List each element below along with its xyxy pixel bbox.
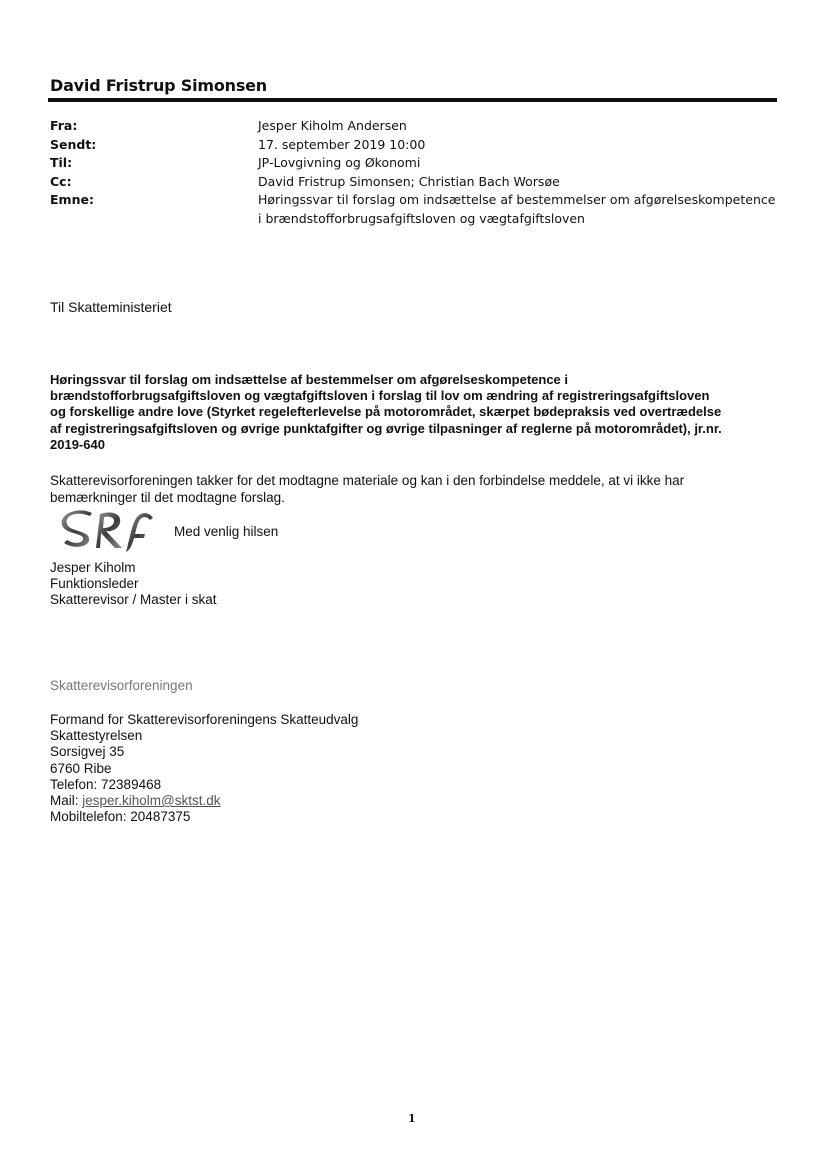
letter-closing: Med venlig hilsen bbox=[174, 524, 279, 539]
header-value: JP-Lovgivning og Økonomi bbox=[258, 155, 421, 170]
organization-name: Skatterevisorforeningen bbox=[50, 678, 193, 693]
subject-line: brændstofforbrugsafgiftsloven og vægtafgiftsloven i forslag til lov om ændring af registreringsafgiftsloven bbox=[50, 388, 710, 404]
header-label: Til: bbox=[50, 155, 73, 170]
header-value: 17. september 2019 10:00 bbox=[258, 136, 426, 152]
contact-line: Skattestyrelsen bbox=[50, 728, 143, 744]
header-row-from bbox=[50, 117, 778, 136]
srf-logo bbox=[60, 508, 156, 554]
header-label: Emne: bbox=[50, 192, 94, 207]
contact-mail-row bbox=[50, 793, 358, 809]
contact-phone: Telefon: 72389468 bbox=[50, 776, 162, 792]
letter-body bbox=[50, 473, 750, 507]
header-label: Cc: bbox=[50, 173, 72, 189]
contact-mobile: Mobiltelefon: 20487375 bbox=[50, 809, 191, 825]
header-value: Jesper Kiholm Andersen bbox=[258, 118, 407, 133]
contact-line: 6760 Ribe bbox=[50, 760, 112, 776]
contact-block bbox=[50, 712, 358, 825]
body-line: bemærkninger til det modtagne forslag. bbox=[50, 489, 285, 505]
subject-line: 2019-640 bbox=[50, 436, 105, 452]
header-row-to bbox=[50, 154, 778, 173]
body-line: Skatterevisorforeningen takker for det modtagne materiale og kan i den forbindelse meddele, at vi ikke har bbox=[50, 473, 685, 488]
mail-label: Mail: bbox=[50, 793, 83, 809]
header-row-cc bbox=[50, 173, 778, 192]
subject-line: af registreringsafgiftsloven og øvrige punktafgifter og øvrige tilpasninger af reglerne på motorområdet), jr.nr. bbox=[50, 420, 722, 436]
header-row-subject bbox=[50, 191, 778, 228]
contact-line: Sorsigvej 35 bbox=[50, 744, 125, 760]
header-value: David Fristrup Simonsen; Christian Bach Worsøe bbox=[258, 173, 560, 189]
email-link[interactable]: jesper.kiholm@sktst.dk bbox=[82, 793, 221, 809]
signature-title: Skatterevisor / Master i skat bbox=[50, 592, 217, 608]
page-number: 1 bbox=[408, 1112, 416, 1125]
email-sender-title: David Fristrup Simonsen bbox=[50, 76, 268, 95]
letter-subject bbox=[50, 372, 780, 453]
signature-name: Jesper Kiholm bbox=[50, 560, 136, 575]
header-value: Høringssvar til forslag om indsættelse af bestemmelser om afgørelseskompetence i brændstofforbrugsafgiftsloven og vægtafgiftsloven bbox=[258, 192, 776, 226]
header-rule bbox=[48, 98, 777, 102]
header-label: Sendt: bbox=[50, 136, 97, 152]
signature-block bbox=[50, 560, 217, 609]
subject-line: Høringssvar til forslag om indsættelse af bestemmelser om afgørelseskompetence i bbox=[50, 372, 569, 387]
contact-line: Formand for Skatterevisorforeningens Skatteudvalg bbox=[50, 712, 359, 727]
email-header-fields bbox=[50, 117, 778, 228]
subject-line: og forskellige andre love (Styrket regelefterlevelse på motorområdet, skærpet bødepraksis ved overtrædelse bbox=[50, 404, 722, 420]
signature-role: Funktionsleder bbox=[50, 576, 139, 592]
header-label: Fra: bbox=[50, 118, 78, 133]
header-row-sent bbox=[50, 136, 778, 155]
letter-greeting: Til Skatteministeriet bbox=[50, 299, 172, 315]
